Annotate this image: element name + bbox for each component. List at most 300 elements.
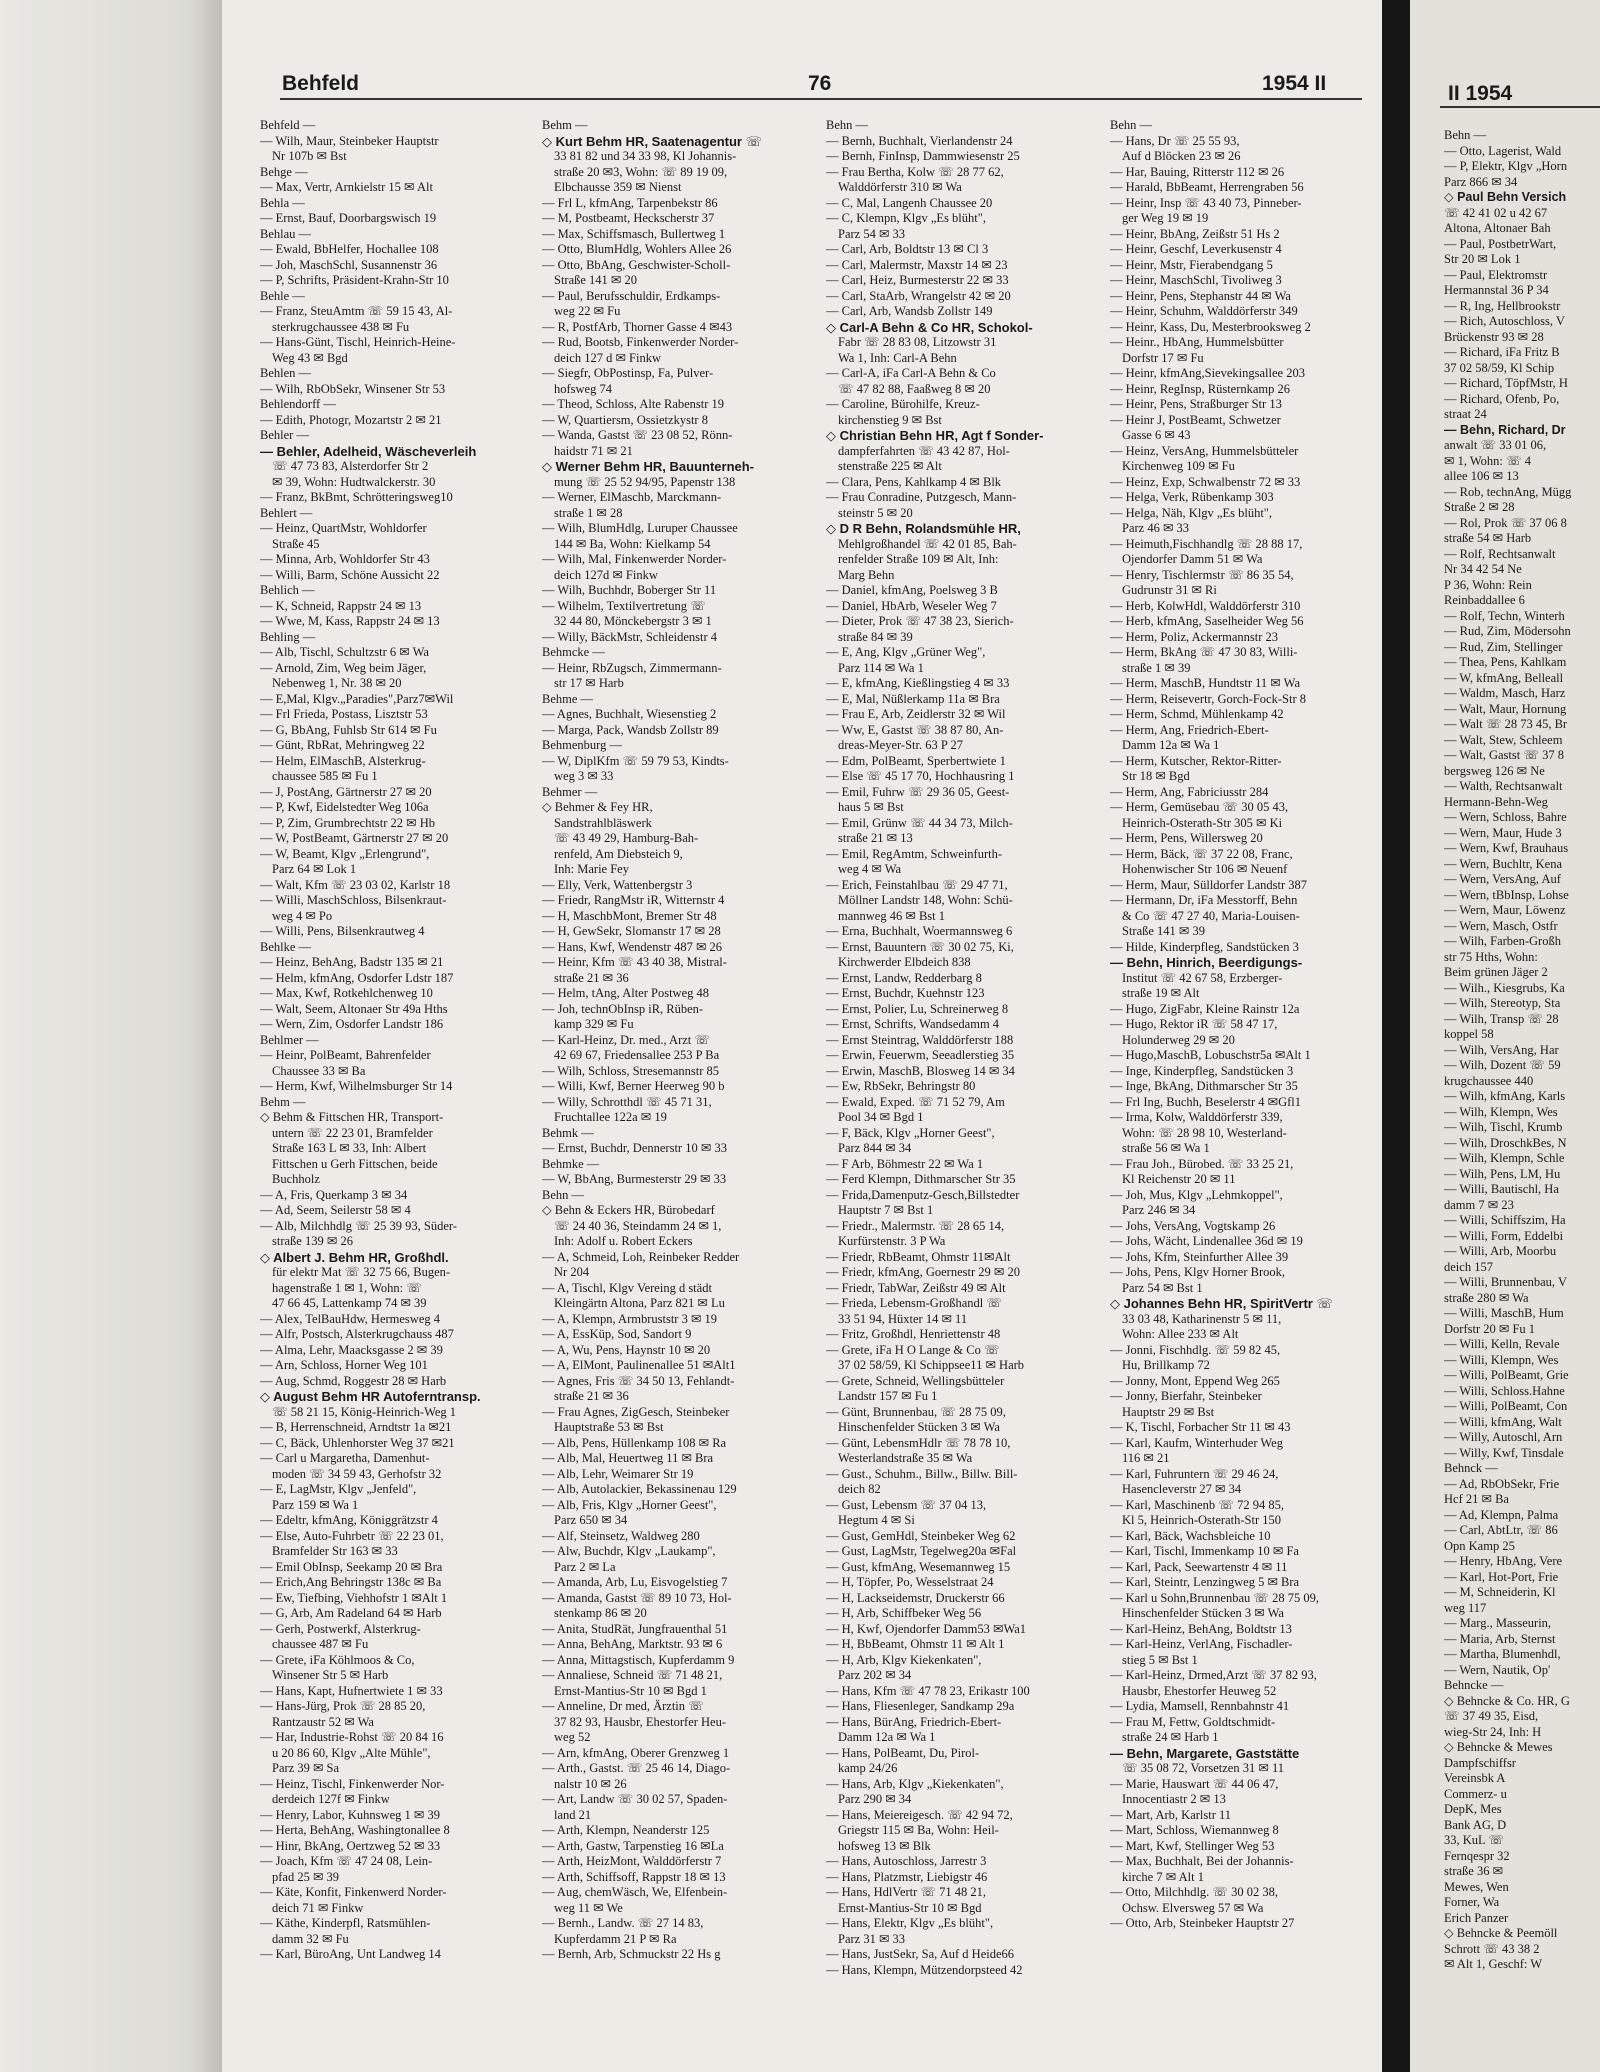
directory-entry-line: — Max, Schiffsmasch, Bullertweg 1 — [542, 226, 726, 241]
directory-entry-line: — W, Quartiersm, Ossietzkystr 8 — [542, 412, 708, 427]
directory-entry-line: — Heinz, VersAng, Hummelsbütteler — [1110, 443, 1299, 458]
directory-entry-line: — Max, Buchhalt, Bei der Johannis- — [1110, 1854, 1294, 1868]
directory-entry-line: — Erna, Buchhalt, Woermannsweg 6 — [826, 924, 1013, 938]
directory-entry-line: stenkamp 86 ✉ 20 — [554, 1606, 647, 1620]
directory-entry-line: untern ☏ 22 23 01, Bramfelder — [272, 1125, 433, 1140]
directory-entry-line: — Heinz, Tischl, Finkenwerder Nor- — [260, 1776, 445, 1791]
directory-entry-line: — Arn, kfmAng, Oberer Grenzweg 1 — [542, 1745, 730, 1760]
directory-entry-line: — Karl, Hot-Port, Frie — [1444, 1569, 1559, 1584]
directory-entry-line: straße 280 ✉ Wa — [1444, 1290, 1529, 1305]
directory-entry-line: — Gust, GemHdl, Steinbeker Weg 62 — [826, 1528, 1016, 1543]
directory-entry-line: ger Weg 19 ✉ 19 — [1122, 211, 1209, 225]
directory-entry-line: Behler — — [260, 428, 309, 442]
directory-entry-line: — Edm, PolBeamt, Sperbertwiete 1 — [826, 753, 1006, 768]
directory-entry-line: — Arth, Schiffsoff, Rappstr 18 ✉ 13 — [542, 1869, 726, 1884]
directory-entry-line: ◇ Albert J. Behm HR, Großhdl. — [260, 1249, 449, 1265]
directory-entry-line: Innocentiastr 2 ✉ 13 — [1122, 1792, 1226, 1806]
next-page-header: II 1954 — [1448, 82, 1513, 105]
directory-entry-line: Landstr 157 ✉ Fu 1 — [838, 1389, 938, 1403]
directory-entry-line: Dorfstr 17 ✉ Fu — [1122, 350, 1204, 365]
directory-entry-line: — Rolf, Techn, Winterh — [1444, 608, 1565, 623]
directory-entry-line: — Heinr, Schuhm, Walddörferstr 349 — [1110, 304, 1298, 318]
directory-entry-line: — Arth, Klempn, Neanderstr 125 — [542, 1823, 710, 1837]
directory-entry-line: — Johs, Kfm, Steinfurther Allee 39 — [1110, 1249, 1289, 1264]
directory-entry-line: Hauptstraße 53 ✉ Bst — [554, 1420, 664, 1434]
directory-entry-line: Hohenwischer Str 106 ✉ Neuenf — [1122, 862, 1288, 876]
directory-entry-line: — W, BbAng, Burmesterstr 29 ✉ 33 — [542, 1172, 727, 1186]
directory-entry-line: — C, Mal, Langenh Chaussee 20 — [826, 195, 993, 210]
directory-entry-line: — Agnes, Fris ☏ 34 50 13, Fehlandt- — [542, 1373, 735, 1388]
directory-entry-line: — Willi, Schloss.Hahne — [1444, 1383, 1565, 1398]
directory-entry-line: haus 5 ✉ Bst — [838, 800, 904, 814]
directory-entry-line: straat 24 — [1444, 407, 1487, 421]
directory-entry-line: straße 54 ✉ Harb — [1444, 531, 1532, 545]
directory-entry-line: Parz 866 ✉ 34 — [1444, 174, 1518, 189]
directory-entry-line: — Fritz, Großhdl, Henriettenstr 48 — [826, 1327, 1001, 1341]
directory-entry-line: Behnck — — [1444, 1461, 1498, 1475]
directory-entry-line: — Amanda, Arb, Lu, Eisvogelstieg 7 — [542, 1575, 728, 1589]
directory-entry-line: — Karl, Tischl, Immenkamp 10 ✉ Fa — [1110, 1544, 1299, 1558]
directory-entry-line: ☏ 47 82 88, Faaßweg 8 ✉ 20 — [838, 381, 991, 396]
directory-entry-line: 33, KuL ☏ — [1444, 1833, 1504, 1847]
directory-entry-line: — Jonni, Fischhdlg. ☏ 59 82 45, — [1110, 1342, 1281, 1357]
directory-entry-line: mung ☏ 25 52 94/95, Papenstr 138 — [554, 474, 736, 489]
directory-entry-line: Heinrich-Osterath-Str 305 ✉ Ki — [1122, 815, 1283, 830]
directory-entry-line: — Willi, Kelln, Revale — [1444, 1337, 1560, 1351]
directory-entry-line: hofsweg 13 ✉ Blk — [838, 1838, 931, 1853]
directory-entry-line: — Wern, Buchltr, Kena — [1444, 856, 1563, 871]
directory-entry-line: — Heinr, kfmAng,Sievekingsallee 203 — [1110, 366, 1305, 380]
directory-entry-line: Damm 12a ✉ Wa 1 — [1122, 738, 1220, 752]
directory-entry-line: Nr 34 42 54 Ne — [1444, 562, 1522, 576]
directory-entry-line: weg 3 ✉ 33 — [554, 769, 614, 783]
directory-entry-line: — Arth., Gastst. ☏ 25 46 14, Diago- — [542, 1761, 731, 1775]
directory-entry-line: — K, Tischl, Forbacher Str 11 ✉ 43 — [1110, 1420, 1291, 1434]
directory-entry-line: — Joh, Mus, Klgv „Lehmkoppel", — [1110, 1187, 1283, 1202]
directory-entry-line: 42 69 67, Friedensallee 253 P Ba — [554, 1048, 720, 1062]
directory-entry-line: Parz 2 ✉ La — [554, 1559, 616, 1574]
directory-entry-line: — Lydia, Mamsell, Rennbahnstr 41 — [1110, 1699, 1290, 1713]
directory-entry-line: kirchenstieg 9 ✉ Bst — [838, 412, 942, 427]
directory-entry-line: — Behn, Hinrich, Beerdigungs- — [1110, 955, 1303, 970]
directory-entry-line: kamp 24/26 — [838, 1761, 898, 1775]
directory-entry-line: — Hans, Elektr, Klgv „Es blüht", — [826, 1916, 994, 1930]
directory-entry-line: pfad 25 ✉ 39 — [272, 1869, 340, 1884]
directory-entry-line: Ojendorfer Damm 51 ✉ Wa — [1122, 552, 1263, 566]
directory-entry-line: Bank AG, D — [1444, 1817, 1507, 1832]
directory-entry-line: Altona, Altonaer Bah — [1444, 221, 1551, 235]
directory-entry-line: — Ewald, BbHelfer, Hochallee 108 — [260, 242, 439, 256]
directory-entry-line: — P, Zim, Grumbrechtstr 22 ✉ Hb — [260, 815, 436, 830]
directory-entry-line: — Wilh, Maur, Steinbeker Hauptstr — [260, 133, 439, 148]
book-gutter — [1382, 0, 1410, 2072]
directory-entry-line: — Edith, Photogr, Mozartstr 2 ✉ 21 — [260, 412, 442, 427]
directory-entry-line: — A, Fris, Querkamp 3 ✉ 34 — [260, 1187, 408, 1202]
directory-entry-line: straße 24 ✉ Harb 1 — [1122, 1730, 1219, 1744]
directory-entry-line: Behn — — [1444, 128, 1487, 142]
directory-entry-line: — Frau M, Fettw, Goldtschmidt- — [1110, 1714, 1276, 1729]
directory-entry-line: Hcf 21 ✉ Ba — [1444, 1492, 1509, 1506]
previous-page-edge — [0, 0, 222, 2072]
directory-entry-line: — Aug, Schmd, Roggestr 28 ✉ Harb — [260, 1373, 447, 1388]
directory-entry-line: — R, PostfArb, Thorner Gasse 4 ✉43 — [542, 319, 733, 334]
directory-entry-line: Behn — — [826, 118, 869, 132]
directory-entry-line: Hauptstr 29 ✉ Bst — [1122, 1404, 1215, 1419]
directory-entry-line: — Wilh, BlumHdlg, Luruper Chaussee — [542, 521, 738, 535]
directory-entry-line: Kirchwerder Elbdeich 838 — [838, 955, 971, 969]
directory-entry-line: — Herm, Poliz, Ackermannstr 23 — [1110, 629, 1279, 644]
directory-entry-line: Parz 54 ✉ Bst 1 — [1122, 1280, 1203, 1295]
directory-entry-line: — Richard, iFa Fritz B — [1444, 345, 1560, 359]
directory-entry-line: — Heinz, QuartMstr, Wohldorfer — [260, 521, 427, 535]
directory-entry-line: — Wilh, Klempn, Schle — [1444, 1151, 1565, 1165]
directory-entry-line: — Heinr, PolBeamt, Bahrenfelder — [260, 1048, 431, 1062]
directory-column-4 — [1110, 118, 1382, 2038]
directory-entry-line: — Gust., Schuhm., Billw., Billw. Bill- — [826, 1466, 1018, 1481]
directory-entry-line: — Hans, Platzmstr, Liebigstr 46 — [826, 1869, 988, 1884]
directory-entry-line: stenstraße 225 ✉ Alt — [838, 459, 942, 473]
directory-entry-line: — Willi, Pens, Bilsenkrautweg 4 — [260, 924, 425, 938]
directory-entry-line: — Heinr, Insp ☏ 43 40 73, Pinneber- — [1110, 195, 1302, 210]
directory-entry-line: Behm — — [260, 1094, 306, 1109]
directory-entry-line: — Willi, MaschB, Hum — [1444, 1306, 1564, 1320]
directory-entry-line: — Wilh, Dozent ☏ 59 — [1444, 1058, 1561, 1072]
directory-entry-line: — Henry, Tischlermstr ☏ 86 35 54, — [1110, 567, 1294, 582]
directory-entry-line: — Herm, Schmd, Mühlenkamp 42 — [1110, 707, 1284, 721]
directory-entry-line: Fittschen u Gerh Fittschen, beide — [272, 1156, 438, 1171]
directory-entry-line: straße 19 ✉ Alt — [1122, 986, 1200, 1000]
directory-entry-line: Nr 107b ✉ Bst — [272, 149, 347, 163]
directory-entry-line: wieg-Str 24, Inh: H — [1444, 1724, 1542, 1739]
directory-entry-line: — Frau E, Arb, Zeidlerstr 32 ✉ Wil — [826, 707, 1006, 721]
directory-entry-line: — Ernst, Buchdr, Kuehnstr 123 — [826, 986, 985, 1000]
directory-entry-line: — Ew, Tiefbing, Viehhofstr 1 ✉Alt 1 — [260, 1590, 448, 1605]
directory-entry-line: — Heinr, Kfm ☏ 43 40 38, Mistral- — [542, 955, 727, 969]
directory-entry-line: — Emil, Grünw ☏ 44 34 73, Milch- — [826, 815, 1013, 830]
directory-entry-line: deich 157 — [1444, 1259, 1493, 1274]
directory-entry-line: Behlich — — [260, 583, 315, 597]
next-page-fragment — [1410, 0, 1600, 2072]
directory-entry-line: — Frl L, kfmAng, Tarpenbekstr 86 — [542, 195, 718, 210]
directory-entry-line: — F, Bäck, Klgv „Horner Geest", — [826, 1125, 995, 1140]
directory-entry-line: straße 1 ✉ 39 — [1122, 660, 1191, 675]
directory-entry-line: — P, Schrifts, Präsident-Krahn-Str 10 — [260, 273, 449, 287]
directory-entry-line: — Henry, HbAng, Vere — [1444, 1554, 1563, 1568]
directory-entry-line: Parz 39 ✉ Sa — [272, 1761, 340, 1775]
directory-column-2 — [542, 118, 814, 2038]
directory-entry-line: — Otto, BbAng, Geschwister-Scholl- — [542, 257, 731, 272]
directory-entry-line: Behmenburg — — [542, 738, 622, 752]
directory-entry-line: — Walt ☏ 28 73 45, Br — [1444, 717, 1568, 731]
directory-entry-line: — Clara, Pens, Kahlkamp 4 ✉ Blk — [826, 474, 1002, 489]
directory-entry-line: krugchaussee 440 — [1444, 1073, 1534, 1088]
directory-entry-line: Rantzaustr 52 ✉ Wa — [272, 1714, 374, 1729]
directory-column-1 — [260, 118, 532, 2038]
directory-entry-line: damm 32 ✉ Fu — [272, 1931, 349, 1946]
directory-entry-line: ☏ 43 49 29, Hamburg-Bah- — [554, 831, 699, 845]
directory-entry-line: Behlke — — [260, 939, 312, 954]
directory-entry-line: Behlmer — — [260, 1032, 319, 1047]
directory-entry-line: — Bernh., Landw. ☏ 27 14 83, — [542, 1916, 704, 1930]
directory-entry-line: land 21 — [554, 1807, 592, 1822]
directory-entry-line: — Max, Kwf, Rotkehlchenweg 10 — [260, 986, 433, 1000]
directory-entry-line: — Mart, Arb, Karlstr 11 — [1110, 1807, 1232, 1822]
directory-entry-line: — Wern, Schloss, Bahre — [1444, 810, 1567, 824]
directory-entry-line: — Karl, Fuhruntern ☏ 29 46 24, — [1110, 1466, 1279, 1481]
directory-entry-line: — H, Arb, Schiffbeker Weg 56 — [826, 1606, 982, 1620]
directory-entry-line: ◇ Behncke & Peemöll — [1444, 1926, 1558, 1940]
directory-entry-line: — Grete, iFa Köhlmoos & Co, — [260, 1652, 415, 1667]
directory-entry-line: Parz 844 ✉ 34 — [838, 1141, 912, 1155]
directory-entry-line: — Karl-Heinz, Drmed,Arzt ☏ 37 82 93, — [1110, 1668, 1317, 1682]
directory-entry-line: hofsweg 74 — [554, 381, 612, 396]
directory-entry-line: — A, Wu, Pens, Haynstr 10 ✉ 20 — [542, 1342, 711, 1357]
directory-entry-line: stieg 5 ✉ Bst 1 — [1122, 1652, 1198, 1667]
directory-entry-line: — Hans, Autoschloss, Jarrestr 3 — [826, 1854, 987, 1868]
directory-entry-line: — Herm, Kwf, Wilhelmsburger Str 14 — [260, 1079, 453, 1093]
directory-entry-line: Kl 5, Heinrich-Osterath-Str 150 — [1122, 1513, 1281, 1527]
directory-entry-line: — Minna, Arb, Wohldorfer Str 43 — [260, 552, 430, 566]
directory-entry-line: Dorfstr 20 ✉ Fu 1 — [1444, 1321, 1536, 1336]
directory-entry-line: Möllner Landstr 148, Wohn: Schü- — [838, 893, 1013, 907]
directory-entry-line: Parz 114 ✉ Wa 1 — [838, 660, 924, 675]
directory-entry-line: Damm 12a ✉ Wa 1 — [838, 1730, 936, 1744]
directory-entry-line: str 75 Hths, Wohn: — [1444, 949, 1538, 964]
directory-entry-line: — Alb, Pens, Hüllenkamp 108 ✉ Ra — [542, 1435, 727, 1450]
directory-entry-line: — Bernh, FinInsp, Dammwiesenstr 25 — [826, 149, 1020, 163]
directory-entry-line: — Hermann, Dr, iFa Messtorff, Behn — [1110, 893, 1298, 907]
directory-entry-line: ◇ Behmer & Fey HR, — [542, 800, 653, 814]
directory-entry-line: weg 52 — [554, 1730, 591, 1744]
directory-entry-line: Hinschenfelder Stücken 3 ✉ Wa — [1122, 1606, 1284, 1620]
directory-entry-line: — Ernst, Polier, Lu, Schreinerweg 8 — [826, 1001, 1009, 1016]
directory-entry-line: — E, LagMstr, Klgv „Jenfeld", — [260, 1482, 417, 1496]
directory-entry-line: — A, Schmeid, Loh, Reinbeker Redder — [542, 1249, 740, 1264]
directory-entry-line: weg 11 ✉ We — [554, 1900, 623, 1915]
directory-entry-line: — E, Ang, Klgv „Grüner Weg", — [826, 645, 986, 659]
directory-entry-line: — Hans, Kwf, Wendenstr 487 ✉ 26 — [542, 939, 723, 954]
directory-entry-line: — Herm, Reisevertr, Gorch-Fock-Str 8 — [1110, 691, 1306, 706]
directory-entry-line: — E, kfmAng, Kießlingstieg 4 ✉ 33 — [826, 676, 1010, 690]
directory-entry-line: 144 ✉ Ba, Wohn: Kielkamp 54 — [554, 536, 711, 551]
directory-entry-line: — Behler, Adelheid, Wäscheverleih — [260, 443, 477, 459]
directory-entry-line: — Siegfr, ObPostinsp, Fa, Pulver- — [542, 366, 714, 380]
directory-entry-line: deich 127d ✉ Finkw — [554, 567, 658, 582]
directory-entry-line: — A, ElMont, Paulinenallee 51 ✉Alt1 — [542, 1358, 736, 1372]
directory-entry-line: — Hans, JustSekr, Sa, Auf d Heide66 — [826, 1947, 1015, 1961]
directory-entry-line: — B, Herrenschneid, Arndtstr 1a ✉21 — [260, 1420, 452, 1434]
directory-entry-line: — W, Beamt, Klgv „Erlengrund", — [260, 846, 430, 861]
directory-entry-line: — Hans, BürAng, Friedrich-Ebert- — [826, 1714, 1002, 1729]
directory-entry-line: Holunderweg 29 ✉ 20 — [1122, 1032, 1235, 1047]
directory-entry-line: — Gust, Lebensm ☏ 37 04 13, — [826, 1497, 987, 1512]
directory-entry-line: — Herm, Gemüsebau ☏ 30 05 43, — [1110, 800, 1289, 814]
directory-entry-line: — Joh, MaschSchl, Susannenstr 36 — [260, 257, 438, 272]
directory-entry-line: — Herb, KolwHdl, Walddörferstr 310 — [1110, 598, 1301, 613]
directory-entry-line: renfeld, Am Diebsteich 9, — [554, 846, 683, 861]
directory-entry-line: Parz 31 ✉ 33 — [838, 1931, 906, 1946]
directory-entry-line: — Herm, Pens, Willersweg 20 — [1110, 831, 1263, 845]
directory-entry-line: — M, Postbeamt, Heckscherstr 37 — [542, 211, 715, 225]
directory-entry-line: — Hans, Kapt, Hufnertwiete 1 ✉ 33 — [260, 1683, 443, 1698]
directory-column-3 — [826, 118, 1098, 2038]
directory-entry-line: — Ernst, Bauuntern ☏ 30 02 75, Ki, — [826, 939, 1014, 954]
directory-entry-line: — J, PostAng, Gärtnerstr 27 ✉ 20 — [260, 784, 432, 799]
directory-entry-line: — Alb, Lehr, Weimarer Str 19 — [542, 1466, 694, 1481]
directory-entry-line: haidstr 71 ✉ 21 — [554, 443, 633, 458]
directory-entry-line: — Gust, kfmAng, Wesemannweg 15 — [826, 1559, 1011, 1574]
directory-entry-line: — Alex, TelBauHdw, Hermesweg 4 — [260, 1311, 440, 1326]
directory-entry-line: — Anna, Mittagstisch, Kupferdamm 9 — [542, 1652, 735, 1667]
directory-entry-line: — Günt, Brunnenbau, ☏ 28 75 09, — [826, 1404, 1006, 1419]
directory-entry-line: — Frau Conradine, Putzgesch, Mann- — [826, 490, 1017, 504]
directory-entry-line: ☏ 37 49 35, Eisd, — [1444, 1709, 1539, 1723]
directory-entry-line: — Frieda, Lebensm-Großhandl ☏ — [826, 1296, 1003, 1310]
directory-entry-line: — Carl, Arb, Boldtstr 13 ✉ Cl 3 — [826, 242, 989, 256]
directory-entry-line: Parz 246 ✉ 34 — [1122, 1203, 1196, 1217]
directory-entry-line: ◇ August Behm HR Autoferntransp. — [260, 1389, 481, 1404]
directory-entry-line: — Heinr, MaschSchl, Tivoliweg 3 — [1110, 273, 1282, 287]
directory-entry-line: — H, BbBeamt, Ohmstr 11 ✉ Alt 1 — [826, 1637, 1005, 1651]
directory-entry-line: — Hans, HdlVertr ☏ 71 48 21, — [826, 1885, 987, 1899]
directory-entry-line: — C, Klempn, Klgv „Es blüht", — [826, 211, 986, 225]
directory-entry-line: — Carl u Margaretha, Damenhut- — [260, 1451, 430, 1465]
directory-entry-line: mannweg 46 ✉ Bst 1 — [838, 908, 945, 923]
directory-entry-line: — G, Arb, Am Radeland 64 ✉ Harb — [260, 1606, 442, 1620]
directory-entry-line: — Paul, Berufsschuldir, Erdkamps- — [542, 288, 721, 303]
directory-entry-line: — A, EssKüp, Sod, Sandort 9 — [542, 1327, 692, 1341]
directory-entry-line: Kleingärtn Altona, Parz 821 ✉ Lu — [554, 1296, 725, 1310]
directory-entry-line: Parz 202 ✉ 34 — [838, 1668, 912, 1682]
directory-entry-line: — Frl Ing, Buchh, Beselerstr 4 ✉Gfl1 — [1110, 1094, 1302, 1109]
directory-entry-line: Hasencleverstr 27 ✉ 34 — [1122, 1482, 1242, 1496]
directory-entry-line: — Heinr., HbAng, Hummelsbütter — [1110, 335, 1284, 349]
directory-entry-line: — Frau Agnes, ZigGesch, Steinbeker — [542, 1404, 730, 1419]
directory-entry-line: Pool 34 ✉ Bgd 1 — [838, 1110, 924, 1124]
directory-entry-line: — Heinz, Exp, Schwalbenstr 72 ✉ 33 — [1110, 474, 1301, 489]
directory-entry-line: — Frau Joh., Bürobed. ☏ 33 25 21, — [1110, 1156, 1294, 1171]
directory-entry-line: Vereinsbk A — [1444, 1771, 1506, 1785]
directory-entry-line: — A, Tischl, Klgv Vereing d städt — [542, 1280, 712, 1295]
directory-entry-line: steinstr 5 ✉ 20 — [838, 505, 913, 520]
directory-entry-line: — Frida,Damenputz-Gesch,Billstedter — [826, 1187, 1020, 1202]
directory-entry-line: — Else ☏ 45 17 70, Hochhausring 1 — [826, 769, 1015, 783]
directory-entry-line: ◇ Carl-A Behn & Co HR, Schokol- — [826, 319, 1033, 335]
directory-entry-line: — Rud, Bootsb, Finkenwerder Norder- — [542, 335, 739, 349]
directory-entry-line: — Emil, Fuhrw ☏ 29 36 05, Geest- — [826, 784, 1010, 799]
directory-entry-line: — Thea, Pens, Kahlkam — [1444, 655, 1567, 669]
directory-entry-line: kirche 7 ✉ Alt 1 — [1122, 1869, 1204, 1884]
directory-entry-line: — Johs, VersAng, Vogtskamp 26 — [1110, 1218, 1276, 1233]
directory-entry-line: — Paul, Elektromstr — [1444, 267, 1548, 282]
directory-entry-line: — Heinr, RegInsp, Rüsternkamp 26 — [1110, 381, 1291, 396]
directory-entry-line: Gasse 6 ✉ 43 — [1122, 428, 1191, 442]
directory-entry-line: — Rol, Prok ☏ 37 06 8 — [1444, 515, 1567, 530]
directory-entry-line: — Friedr, RangMstr iR, Witternstr 4 — [542, 893, 725, 907]
directory-entry-line: — Johs, Pens, Klgv Horner Brook, — [1110, 1265, 1285, 1279]
directory-entry-line: chaussee 585 ✉ Fu 1 — [272, 769, 378, 783]
directory-entry-line: — Heinr, Kass, Du, Mesterbrooksweg 2 — [1110, 319, 1311, 334]
directory-entry-line: Wa 1, Inh: Carl-A Behn — [838, 350, 957, 365]
directory-entry-line: — Anna, BehAng, Marktstr. 93 ✉ 6 — [542, 1637, 723, 1651]
directory-entry-line: Nr 204 — [554, 1265, 590, 1279]
directory-entry-line: — Dieter, Prok ☏ 47 38 23, Sierich- — [826, 614, 1014, 628]
directory-entry-line: — H, GewSekr, Slomanstr 17 ✉ 28 — [542, 924, 721, 938]
directory-entry-line: — Grete, Schneid, Wellingsbütteler — [826, 1373, 1005, 1388]
directory-entry-line: — Carl, StaArb, Wrangelstr 42 ✉ 20 — [826, 288, 1011, 303]
directory-entry-line: — Gust, LagMstr, Tegelweg20a ✉Fal — [826, 1544, 1017, 1558]
directory-entry-line: — Martha, Blumenhdl, — [1444, 1647, 1561, 1661]
directory-entry-line: — Richard, Ofenb, Po, — [1444, 391, 1560, 406]
directory-entry-line: 47 66 45, Lattenkamp 74 ✉ 39 — [272, 1296, 427, 1310]
directory-entry-line: P 36, Wohn: Rein — [1444, 577, 1532, 592]
directory-entry-line: deich 127 d ✉ Finkw — [554, 350, 661, 365]
directory-entry-line: — Ad, RbObSekr, Frie — [1444, 1476, 1560, 1491]
directory-entry-line: — Harald, BbBeamt, Herrengraben 56 — [1110, 180, 1304, 194]
directory-entry-line: — Heinr, Pens, Straßburger Str 13 — [1110, 397, 1282, 411]
directory-entry-line: Behmk — — [542, 1125, 594, 1140]
directory-entry-line: 116 ✉ 21 — [1122, 1451, 1170, 1465]
directory-entry-line: Str 20 ✉ Lok 1 — [1444, 252, 1521, 266]
directory-entry-line: — Karl, Bäck, Wachsbleiche 10 — [1110, 1528, 1271, 1543]
directory-entry-line: straße 21 ✉ 36 — [554, 970, 629, 985]
directory-entry-line: Behle — — [260, 288, 305, 303]
directory-entry-line: — Paul, PostbetrWart, — [1444, 236, 1557, 251]
directory-entry-line: — Käthe, Kinderpfl, Ratsmühlen- — [260, 1916, 431, 1930]
directory-entry-line: — Erwin, Feuerwm, Seeadlerstieg 35 — [826, 1048, 1015, 1062]
directory-entry-line: — Carl, Malermstr, Maxstr 14 ✉ 23 — [826, 257, 1008, 272]
directory-entry-line: Hegtum 4 ✉ Si — [838, 1513, 915, 1527]
directory-entry-line: — Marie, Hauswart ☏ 44 06 47, — [1110, 1776, 1279, 1791]
directory-entry-line: Hauptstr 7 ✉ Bst 1 — [838, 1203, 934, 1217]
directory-entry-line: ◇ Johannes Behn HR, SpiritVertr ☏ — [1110, 1296, 1333, 1311]
directory-entry-line: — Helm, kfmAng, Osdorfer Ldstr 187 — [260, 970, 454, 985]
directory-entry-line: Behn — — [542, 1187, 585, 1202]
directory-entry-line: ◇ Werner Behm HR, Bauunterneh- — [542, 459, 755, 474]
directory-entry-line: — G, BbAng, Fuhlsb Str 614 ✉ Fu — [260, 722, 437, 737]
directory-entry-line: — K, Schneid, Rappstr 24 ✉ 13 — [260, 598, 422, 613]
directory-entry-line: Parz 64 ✉ Lok 1 — [272, 862, 357, 876]
directory-entry-line: — Alb, Fris, Klgv „Horner Geest", — [542, 1497, 717, 1512]
directory-entry-line: ✉ 1, Wohn: ☏ 4 — [1444, 453, 1532, 468]
directory-entry-line: Inh: Marie Fey — [554, 862, 629, 876]
directory-entry-line: — Heinr, Pens, Stephanstr 44 ✉ Wa — [1110, 288, 1291, 303]
directory-entry-line: Chaussee 33 ✉ Ba — [272, 1063, 366, 1078]
directory-entry-line: — Ernst, Bauf, Doorbargswisch 19 — [260, 211, 437, 225]
directory-entry-line: — Rud, Zim, Stellinger — [1444, 639, 1563, 654]
directory-entry-line: — Heinr, Mstr, Fierabendgang 5 — [1110, 257, 1273, 272]
directory-entry-line: — Alw, Buchdr, Klgv „Laukamp", — [542, 1544, 716, 1558]
directory-entry-line: — Karl-Heinz, Dr. med., Arzt ☏ — [542, 1032, 711, 1047]
directory-entry-line: — Alb, Milchhdlg ☏ 25 39 93, Süder- — [260, 1218, 457, 1233]
directory-entry-line: — Karl, Maschinenb ☏ 72 94 85, — [1110, 1497, 1284, 1512]
directory-entry-line: 37 02 58/59, Kl Schip — [1444, 360, 1555, 375]
directory-entry-line: — Günt, LebensmHdlr ☏ 78 78 10, — [826, 1435, 1011, 1450]
directory-entry-line: — Hans, Klempn, Mützendorpsteed 42 — [826, 1962, 1023, 1977]
directory-entry-line: — Marg., Masseurin, — [1444, 1616, 1552, 1630]
directory-entry-line: — Friedr, TabWar, Zeißstr 49 ✉ Alt — [826, 1280, 1006, 1295]
directory-entry-line: ☏ 58 21 15, König-Heinrich-Weg 1 — [272, 1404, 457, 1419]
directory-entry-line: — Rolf, Rechtsanwalt — [1444, 546, 1556, 561]
directory-entry-line: — Mart, Kwf, Stellinger Weg 53 — [1110, 1838, 1275, 1853]
directory-entry-line: Kl Reichenstr 20 ✉ 11 — [1122, 1172, 1236, 1186]
directory-entry-line: 33 03 48, Katharinenstr 5 ✉ 11, — [1122, 1311, 1282, 1326]
directory-entry-line: Parz 159 ✉ Wa 1 — [272, 1497, 359, 1512]
directory-entry-line: — Otto, Milchhdlg. ☏ 30 02 38, — [1110, 1885, 1279, 1899]
directory-entry-line: — P, Kwf, Eidelstedter Weg 106a — [260, 800, 429, 814]
directory-entry-line: Dampfschiffsr — [1444, 1755, 1516, 1770]
directory-entry-line: ◇ Paul Behn Versich — [1444, 190, 1567, 204]
